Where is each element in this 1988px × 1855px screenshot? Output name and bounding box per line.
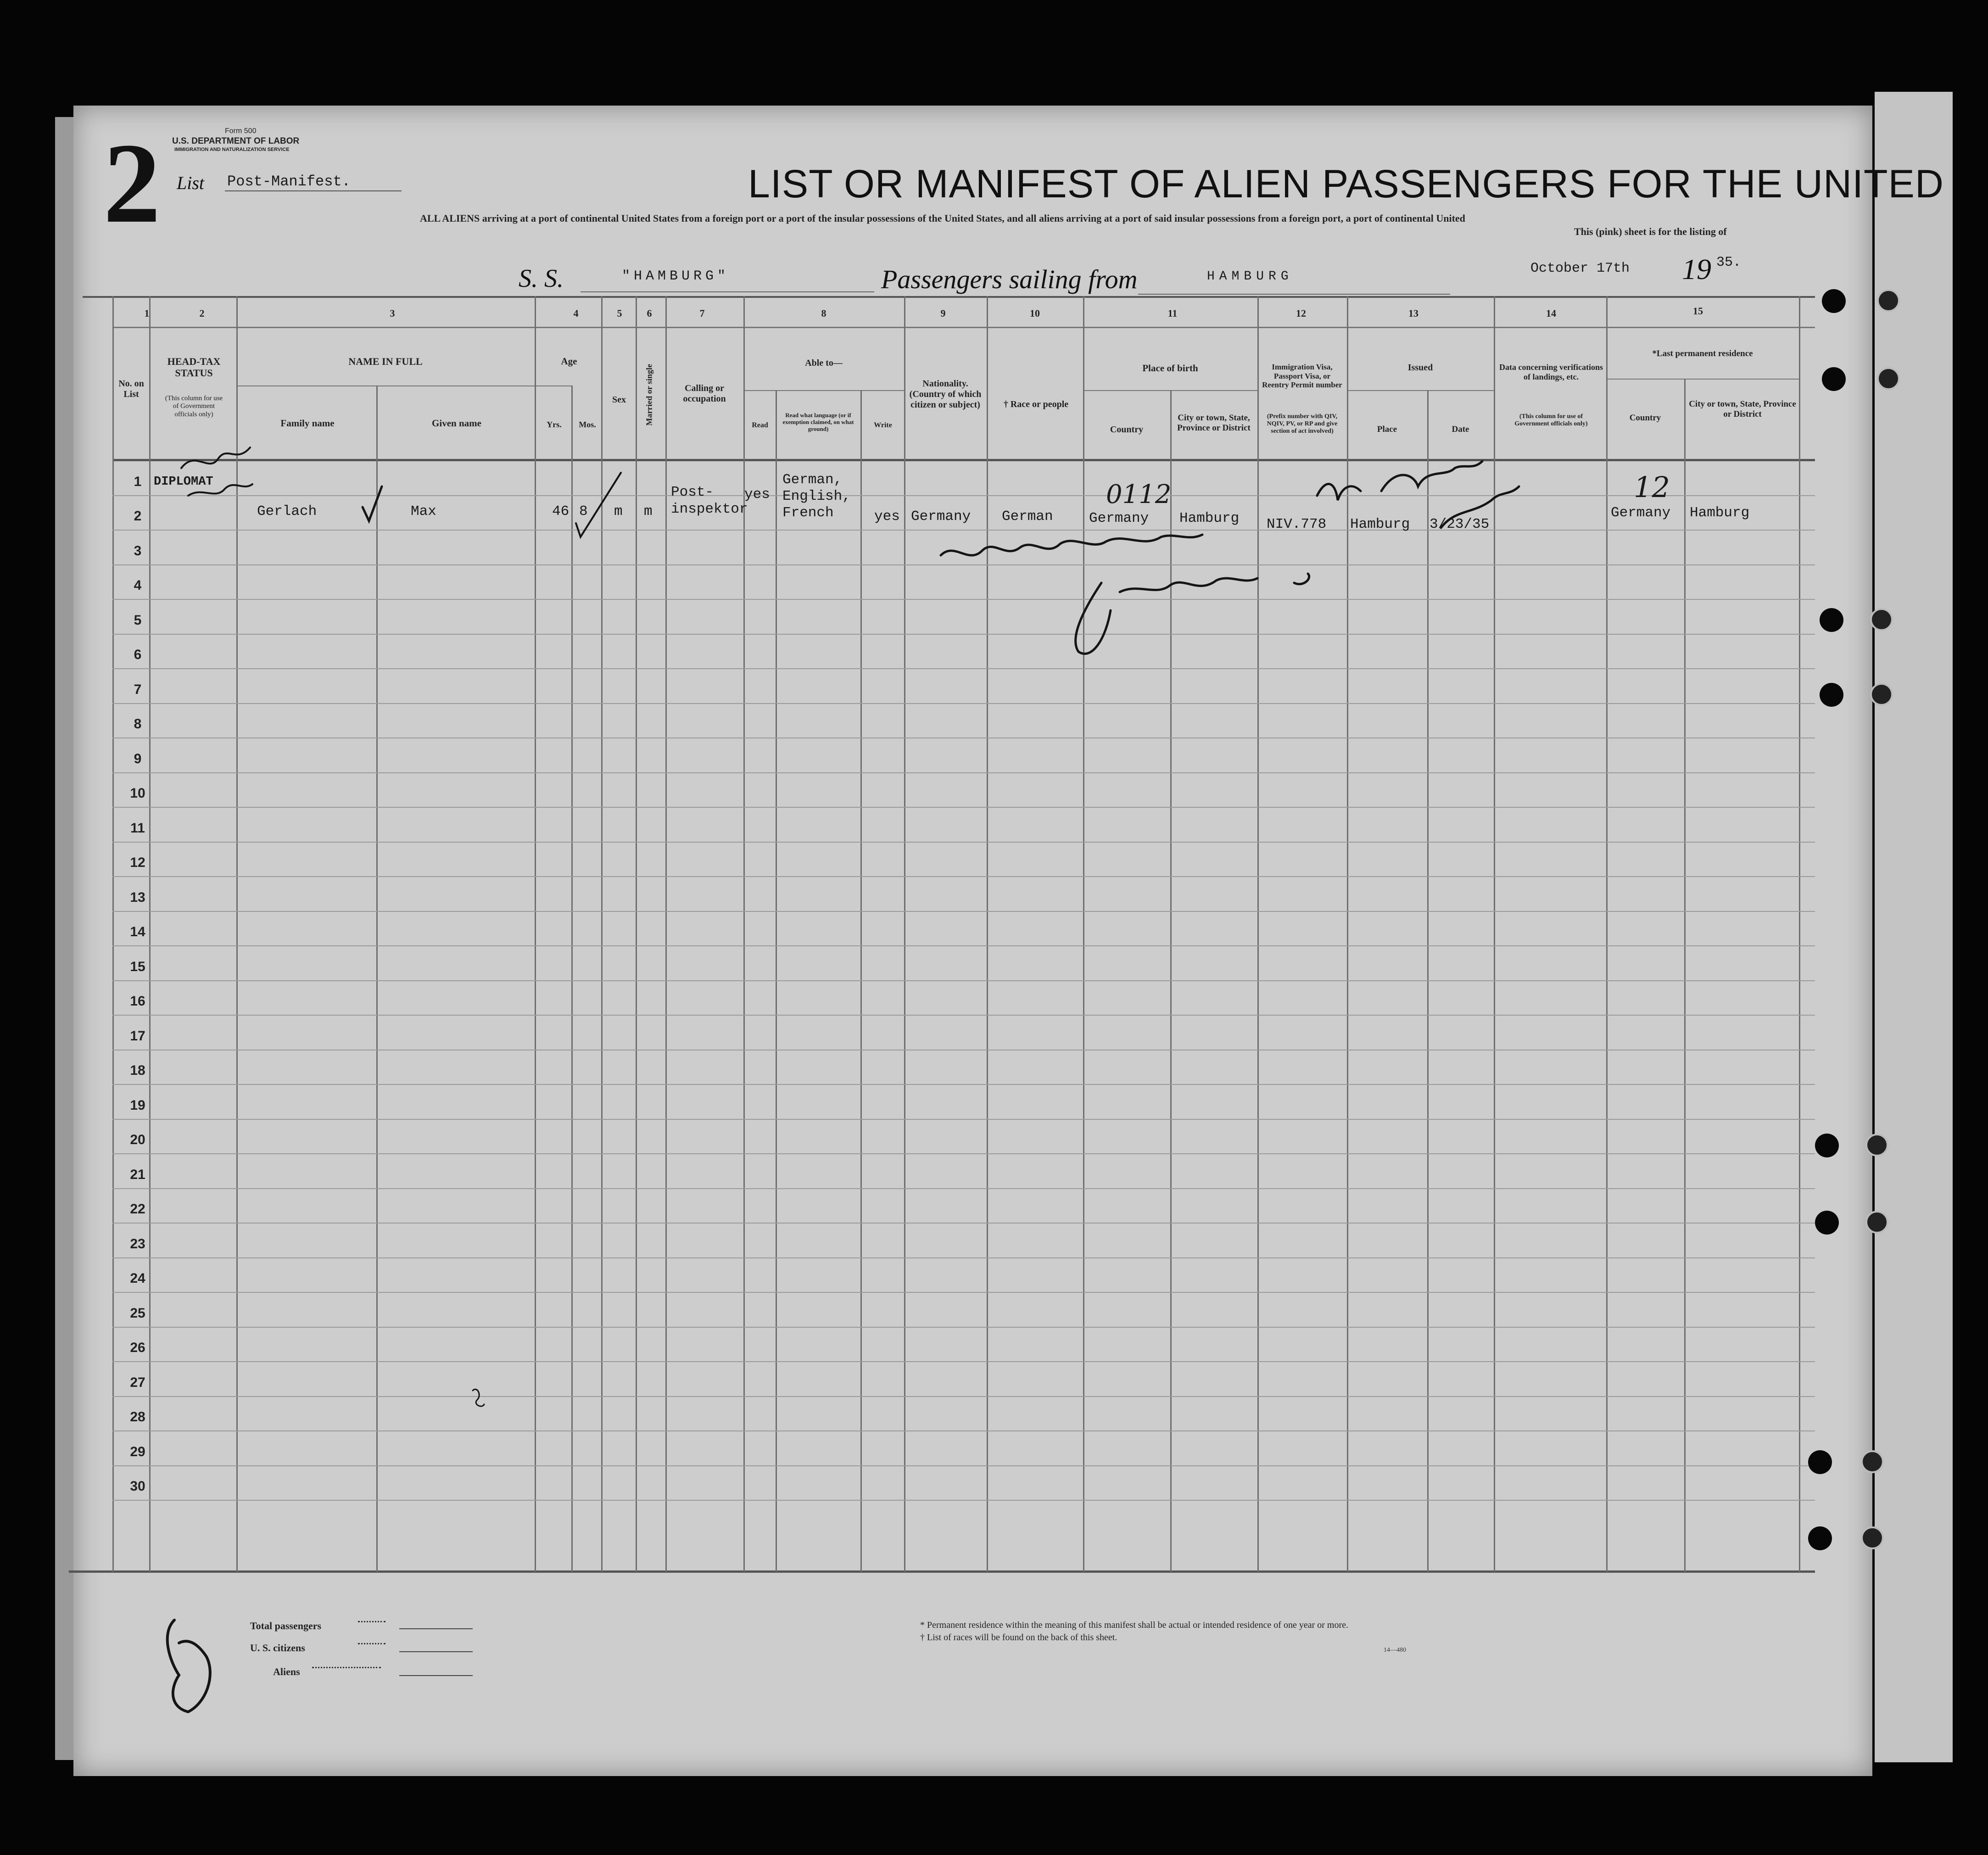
row-number: 15 bbox=[130, 959, 145, 974]
row-number: 20 bbox=[130, 1132, 145, 1147]
row-number: 19 bbox=[130, 1097, 145, 1113]
col-num-9: 9 bbox=[940, 307, 946, 319]
row-number: 3 bbox=[134, 543, 142, 559]
punch-hole bbox=[1815, 1211, 1839, 1235]
passenger-language-2: English, bbox=[782, 488, 851, 504]
total-blank bbox=[399, 1628, 473, 1629]
subtitle-line-1: ALL ALIENS arriving at a port of continental United States from a foreign port or a port of the insular possessions of the United States, and all aliens arriving at a port of said insular possessions from a foreign port, a port of continental United bbox=[420, 212, 1465, 224]
row-number: 21 bbox=[130, 1167, 145, 1182]
citizens-dots bbox=[358, 1642, 385, 1644]
header-res-country: Country bbox=[1629, 413, 1661, 423]
punch-hole bbox=[1822, 289, 1846, 313]
header-issued: Issued bbox=[1407, 363, 1433, 373]
row-number: 25 bbox=[130, 1305, 145, 1321]
row-number: 14 bbox=[130, 924, 145, 939]
sailing-from-label: Passengers sailing from bbox=[881, 264, 1138, 294]
punch-hole-adjacent bbox=[1861, 1450, 1884, 1473]
col-num-7: 7 bbox=[699, 307, 705, 319]
row-number: 4 bbox=[134, 578, 142, 593]
footer-aliens: Aliens bbox=[273, 1666, 300, 1677]
head-tax-signature bbox=[181, 447, 252, 496]
row-number: 17 bbox=[130, 1028, 145, 1044]
header-birth-city: City or town, State, Province or District bbox=[1177, 413, 1251, 433]
passenger-birth-city: Hamburg bbox=[1179, 510, 1240, 526]
list-value: Post-Manifest. bbox=[227, 173, 351, 190]
header-mos: Mos. bbox=[579, 420, 596, 429]
checkmark-mos bbox=[576, 473, 621, 537]
row-number: 6 bbox=[134, 647, 142, 662]
row-number: 27 bbox=[130, 1374, 145, 1390]
form-code: 14—480 bbox=[1384, 1647, 1406, 1654]
row-number: 24 bbox=[130, 1271, 145, 1286]
header-issued-date: Date bbox=[1452, 425, 1469, 434]
col-num-1: 1 bbox=[144, 307, 150, 319]
row-number: 26 bbox=[130, 1340, 145, 1355]
row-number: 30 bbox=[130, 1479, 145, 1494]
punch-hole bbox=[1808, 1526, 1832, 1550]
col-num-5: 5 bbox=[617, 307, 622, 319]
passenger-occupation-line-2: inspektor bbox=[671, 501, 748, 517]
form-number: Form 500 bbox=[225, 127, 257, 135]
passenger-marital: m bbox=[644, 503, 653, 520]
sheet-number: 2 bbox=[103, 120, 161, 247]
header-age: Age bbox=[561, 356, 577, 367]
row-number: 9 bbox=[134, 751, 142, 766]
row-number: 16 bbox=[130, 994, 145, 1009]
header-sex: Sex bbox=[612, 395, 626, 405]
row-number: 1 bbox=[134, 474, 142, 489]
passenger-res-city: Hamburg bbox=[1690, 505, 1750, 521]
ss-label: S. S. bbox=[519, 264, 564, 293]
punch-hole-adjacent bbox=[1870, 608, 1893, 631]
header-birth-country: Country bbox=[1110, 425, 1144, 435]
col-num-13: 13 bbox=[1408, 307, 1418, 319]
col-num-14: 14 bbox=[1546, 307, 1556, 319]
col-num-6: 6 bbox=[647, 307, 652, 319]
header-issued-place: Place bbox=[1377, 425, 1397, 434]
head-tax-stamp: DIPLOMAT bbox=[154, 475, 213, 489]
punch-hole-adjacent bbox=[1870, 683, 1893, 706]
row-number: 2 bbox=[134, 508, 142, 524]
citizens-blank bbox=[399, 1651, 473, 1652]
header-family-name: Family name bbox=[280, 418, 335, 429]
punch-hole bbox=[1820, 608, 1843, 632]
header-verifications-note: (This column for use of Government officials only) bbox=[1514, 413, 1588, 428]
passenger-language-1: German, bbox=[782, 472, 843, 488]
department-name: U.S. DEPARTMENT OF LABOR bbox=[172, 136, 300, 146]
col-num-11: 11 bbox=[1167, 307, 1178, 319]
footer-total-passengers: Total passengers bbox=[250, 1620, 322, 1632]
visa-signature bbox=[1317, 461, 1519, 528]
subtitle-line-2: This (pink) sheet is for the listing of bbox=[1574, 226, 1727, 237]
header-read-language: Read what language (or if exemption claimed, on what ground) bbox=[782, 412, 854, 432]
header-res-city: City or town, State, Province or District bbox=[1689, 399, 1796, 419]
year-prefix: 19 bbox=[1682, 253, 1711, 285]
passenger-res-country: Germany bbox=[1611, 505, 1671, 521]
punch-hole-adjacent bbox=[1861, 1526, 1884, 1549]
punch-hole bbox=[1820, 683, 1843, 707]
passenger-birth-country: Germany bbox=[1089, 510, 1149, 526]
footer-scribble bbox=[168, 1620, 210, 1712]
punch-hole-adjacent bbox=[1865, 1211, 1888, 1234]
checkmark-family bbox=[363, 486, 382, 521]
row-number: 13 bbox=[130, 889, 145, 905]
col-num-10: 10 bbox=[1030, 307, 1040, 319]
row-number: 22 bbox=[130, 1201, 145, 1217]
aliens-blank bbox=[399, 1675, 473, 1676]
col-num-2: 2 bbox=[199, 307, 205, 319]
header-name-in-full: NAME IN FULL bbox=[348, 356, 423, 367]
passenger-sex: m bbox=[614, 503, 623, 520]
passenger-occupation-line-1: Post- bbox=[671, 484, 714, 500]
header-calling: Calling or occupation bbox=[683, 383, 726, 404]
punch-hole bbox=[1808, 1450, 1832, 1474]
row-number: 10 bbox=[130, 786, 145, 801]
passenger-write: yes bbox=[874, 508, 900, 525]
header-head-tax: HEAD-TAX STATUS bbox=[167, 356, 221, 379]
header-write: Write bbox=[874, 421, 892, 429]
row-number: 23 bbox=[130, 1236, 145, 1252]
punch-hole-adjacent bbox=[1877, 367, 1900, 390]
header-visa-note: (Prefix number with QIV, NQIV, PV, or RP and give section of act involved) bbox=[1267, 413, 1338, 435]
year-suffix: 35. bbox=[1716, 255, 1742, 270]
ship-name: "HAMBURG" bbox=[622, 268, 730, 284]
passenger-age-yrs: 46 bbox=[552, 503, 570, 520]
header-head-tax-note: (This column for use of Government officials only) bbox=[165, 395, 223, 418]
col-num-3: 3 bbox=[390, 307, 395, 319]
col-num-8: 8 bbox=[821, 307, 826, 319]
punch-hole-adjacent bbox=[1877, 289, 1900, 312]
header-yrs: Yrs. bbox=[547, 420, 562, 429]
row-number: 8 bbox=[134, 716, 142, 732]
passenger-read: yes bbox=[744, 486, 770, 503]
passenger-nationality: Germany bbox=[911, 508, 971, 525]
punch-hole bbox=[1822, 367, 1846, 391]
passenger-family-name: Gerlach bbox=[257, 503, 317, 520]
inspector-signature bbox=[941, 535, 1202, 555]
passenger-visa: NIV.778 bbox=[1267, 516, 1327, 532]
row-number: 12 bbox=[130, 855, 145, 870]
row-number: 18 bbox=[130, 1063, 145, 1078]
row-number: 29 bbox=[130, 1444, 145, 1459]
header-last-residence: *Last permanent residence bbox=[1652, 349, 1753, 358]
list-label: List bbox=[177, 173, 205, 193]
header-given-name: Given name bbox=[432, 418, 481, 429]
birth-handwritten-code: 0112 bbox=[1106, 480, 1172, 509]
passenger-given-name: Max bbox=[411, 503, 436, 520]
header-place-of-birth: Place of birth bbox=[1142, 363, 1198, 374]
header-married: Married or single bbox=[644, 364, 654, 426]
header-no-on-list: No. on List bbox=[118, 379, 144, 399]
row-number: 7 bbox=[134, 682, 142, 697]
sailing-date: October 17th bbox=[1530, 261, 1630, 276]
passenger-language-3: French bbox=[782, 505, 834, 521]
footnote-residence: * Permanent residence within the meaning of this manifest shall be actual or intended residence of one year or more. bbox=[920, 1620, 1349, 1630]
service-name: IMMIGRATION AND NATURALIZATION SERVICE bbox=[174, 147, 290, 152]
residence-handwritten-code: 12 bbox=[1634, 470, 1670, 504]
row-number: 28 bbox=[130, 1409, 145, 1425]
header-visa: Immigration Visa, Passport Visa, or Reentry Permit number bbox=[1262, 363, 1342, 390]
punch-hole bbox=[1815, 1134, 1839, 1157]
header-race: † Race or people bbox=[1003, 399, 1069, 409]
header-verifications: Data concerning verifications of landings, etc. bbox=[1499, 363, 1603, 381]
stray-mark bbox=[473, 1389, 484, 1406]
total-dots bbox=[358, 1620, 385, 1622]
footer-us-citizens: U. S. citizens bbox=[250, 1642, 305, 1654]
header-able-to: Able to— bbox=[805, 358, 843, 368]
passenger-age-mos: 8 bbox=[579, 503, 588, 520]
row-number: 11 bbox=[130, 820, 145, 836]
header-nationality: Nationality. (Country of which citizen or subject) bbox=[909, 379, 982, 410]
passenger-issued-place: Hamburg bbox=[1350, 516, 1410, 532]
departure-port: HAMBURG bbox=[1207, 269, 1293, 284]
page-title: LIST OR MANIFEST OF ALIEN PASSENGERS FOR THE UNITED bbox=[748, 162, 1944, 206]
punch-hole-adjacent bbox=[1865, 1134, 1888, 1157]
officer-signature bbox=[1076, 574, 1309, 654]
aliens-dots bbox=[312, 1666, 381, 1668]
passenger-issued-date: 3/23/35 bbox=[1430, 516, 1490, 532]
header-read: Read bbox=[752, 421, 768, 429]
col-num-12: 12 bbox=[1296, 307, 1306, 319]
row-number: 5 bbox=[134, 612, 142, 628]
col-num-15: 15 bbox=[1693, 305, 1703, 317]
passenger-race: German bbox=[1002, 508, 1053, 525]
col-num-4: 4 bbox=[573, 307, 579, 319]
footnote-races: † List of races will be found on the back of this sheet. bbox=[920, 1632, 1117, 1643]
